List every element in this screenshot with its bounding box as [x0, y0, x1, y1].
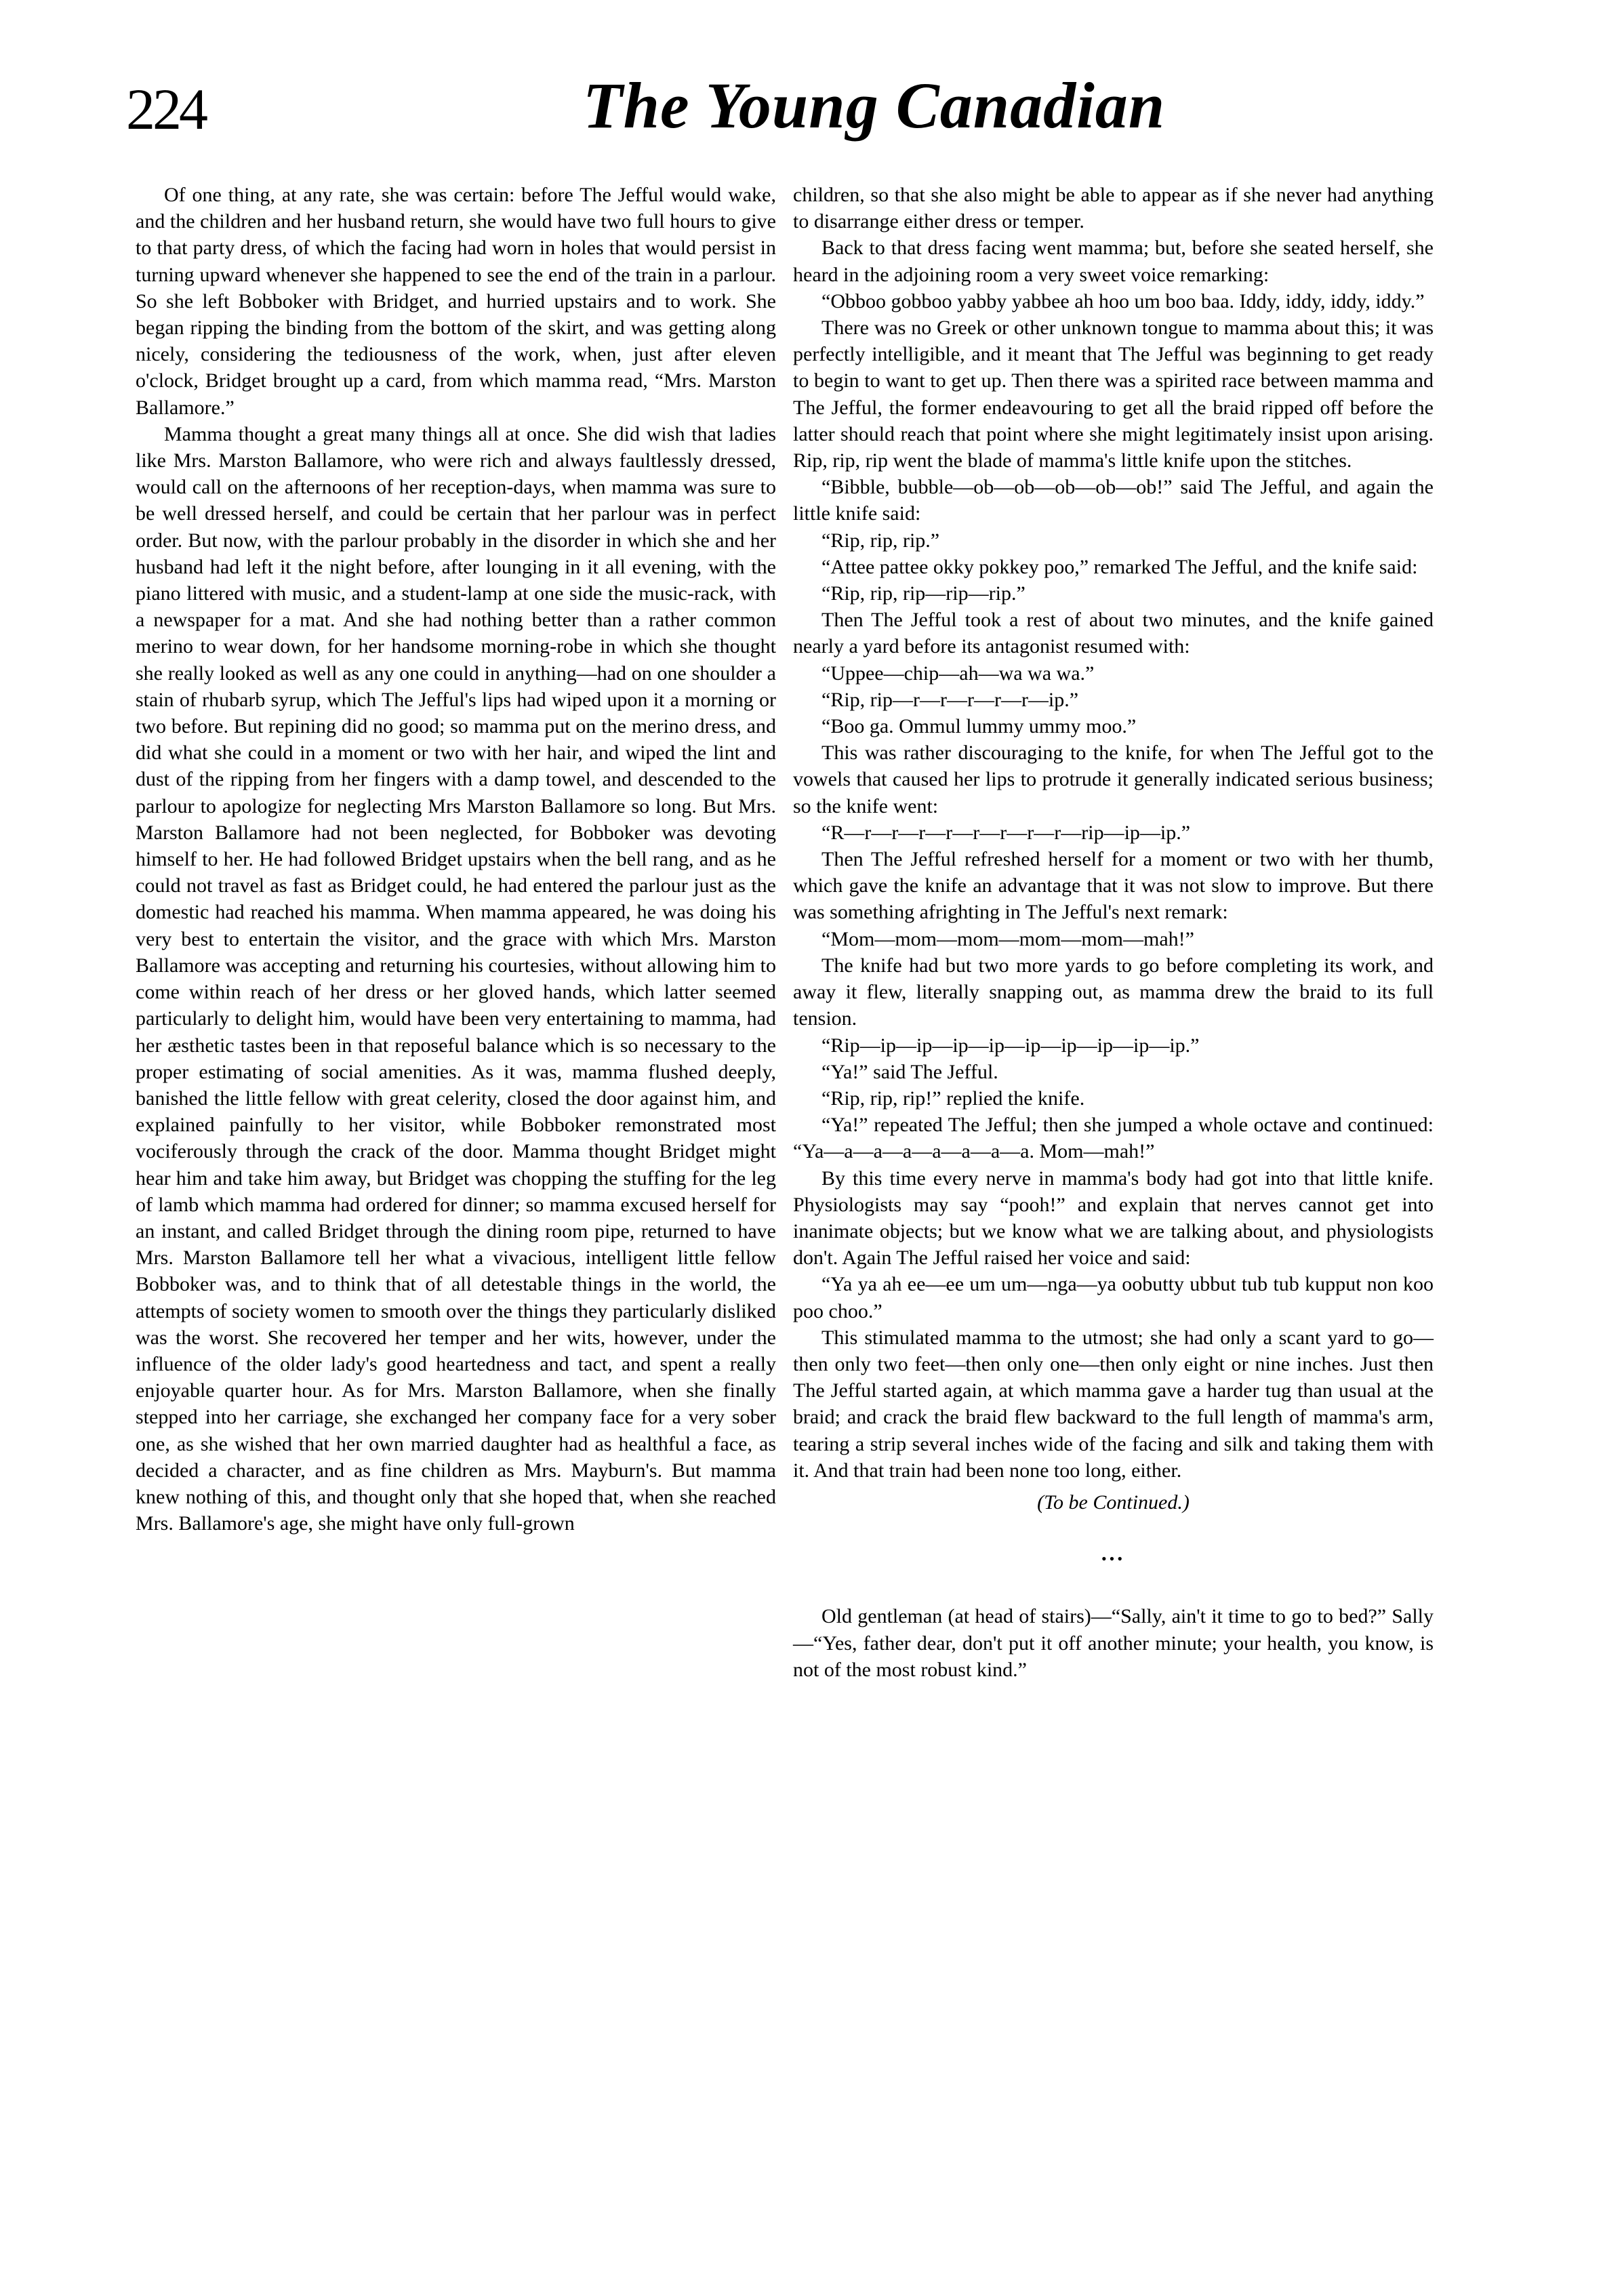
paragraph: “Uppee—chip—ah—wa wa wa.” — [821, 662, 1095, 685]
paragraph: “Ya!” repeated The Jefful; then she jumped a whole octave and continued: “Ya—a—a—a—a—a—a—a. Mom—mah!” — [793, 1114, 1434, 1163]
paragraph: “R—r—r—r—r—r—r—r—r—rip—ip—ip.” — [821, 821, 1191, 844]
paragraph: “Mom—mom—mom—mom—mom—mah!” — [821, 927, 1194, 950]
left-column — [136, 182, 776, 1537]
masthead-title: The Young Canadian — [583, 69, 1166, 142]
paragraph: By this time every nerve in mamma's body had got into that little knife. Physiologists may say “pooh!” and explain that nerves cannot get into inanimate objects; but we know what we are talking about, and physiologists don't. Again The Jefful raised her voice and said: — [793, 1167, 1434, 1270]
paragraph: “Rip, rip—r—r—r—r—r—ip.” — [821, 688, 1079, 711]
anecdote-paragraph: Old gentleman (at head of stairs)—“Sally, ain't it time to go to bed?” Sally—“Yes, father dear, don't put it off another minute; your health, you know, is not of the most robust kind.” — [793, 1605, 1434, 1681]
paragraph: This stimulated mamma to the utmost; she had only a scant yard to go—then only two feet—then only one—then only eight or nine inches. Just then The Jefful started again, at which mamma gave a harder tug than usual at the braid; and crack the braid flew backward to the full length of mamma's arm, tearing a strip several inches wide of the facing and silk and taking them with it. And that train had been none too long, either. — [793, 1326, 1434, 1482]
to-be-continued: (To be Continued.) — [1037, 1491, 1190, 1514]
story-continuation — [793, 182, 1434, 1484]
paragraph: “Ya!” said The Jefful. — [821, 1060, 998, 1083]
paragraph: Mamma thought a great many things all at once. She did wish that ladies like Mrs. Marston Ballamore, who were rich and always faultlessly dressed, would call on the afternoons of her reception-days, when mamma was sure to be well dressed herself, and could be certain that her parlour was in perfect order. But now, with the parlour probably in the disorder in which she and her husband had left it the night before, after lounging in it all evening, with the piano littered with music, and a student-lamp at one side the music-rack, with a newspaper for a mat. And she had nothing better than a rather common merino to wear down, for her handsome morning-robe in which she thought she really looked as well as any one could in anything—had on one shoulder a stain of rhubarb syrup, which The Jefful's lips had wiped upon it a morning or two before. But repining did no good; so mamma put on the merino dress, and did what she could in a moment or two with her hair, and wiped the lint and dust of the ripping from her fingers with a damp towel, and descended to the parlour to apologize for neglecting Mrs Marston Ballamore so long. But Mrs. Marston Ballamore had not been neglected, for Bobboker was devoting himself to her. He had followed Bridget upstairs when the bell rang, and as he could not travel as fast as Bridget could, he had entered the parlour just as the domestic had reached his mamma. When mamma appeared, he was doing his very best to entertain the visitor, and the grace with which Mrs. Marston Ballamore was accepting and returning his courtesies, without allowing him to come within reach of her dress or her gloved hands, which latter seemed particularly to delight him, would have been very entertaining to mamma, had her æsthetic tastes been in that reposeful balance which is so necessary to the proper estimating of social amenities. As it was, mamma flushed deeply, banished the little fellow with great celerity, closed the door against him, and explained painfully to her visitor, while Bobboker remonstrated most vociferously through the crack of the door. Mamma thought Bridget might hear him and take him away, but Bridget was chopping the stuffing for the leg of lamb which mamma had ordered for dinner; so mamma excused herself for an instant, and called Bridget through the dining room pipe, returned to have Mrs. Marston Ballamore tell her what a vivacious, intelligent little fellow Bobboker was, and to think that of all detestable things in the world, the attempts of society women to smooth over the things they particularly disliked was the worst. She recovered her temper and her wits, however, under the influence of the older lady's good heartedness and tact, and spent a really enjoyable quarter hour. As for Mrs. Marston Ballamore, when she finally stepped into her carriage, she exchanged her company face for a very sober one, as she wished that her own married daughter had as healthful a face, as decided a character, and as fine children as Mrs. Mayburn's. But mamma knew nothing of this, and thought only that she hoped that, when she reached Mrs. Ballamore's age, she might have only full-grown — [136, 422, 776, 1535]
section-divider: ••• — [1101, 1550, 1126, 1568]
paragraph: Then The Jefful refreshed herself for a moment or two with her thumb, which gave the knife an advantage that it was not slow to improve. But there was something afrighting in The Jefful's next remark: — [793, 848, 1434, 924]
paragraph: Then The Jefful took a rest of about two minutes, and the knife gained nearly a yard before its antagonist resumed with: — [793, 609, 1434, 658]
paragraph: There was no Greek or other unknown tongue to mamma about this; it was perfectly intelligible, and it meant that The Jefful was beginning to get ready to begin to want to get up. Then there was a spirited race between mamma and The Jefful, the former endeavouring to get all the braid ripped off before the latter should reach that point where she might legitimately insist upon arising. Rip, rip, rip went the blade of mamma's little knife upon the stitches. — [793, 317, 1434, 472]
paragraph: “Ya ya ah ee—ee um um—nga—ya oobutty ubbut tub tub kupput non koo poo choo.” — [793, 1273, 1434, 1322]
paragraph: “Rip, rip, rip—rip—rip.” — [821, 582, 1026, 605]
paragraph: The knife had but two more yards to go before completing its work, and away it flew, literally snapping out, as mamma drew the braid to its full tension. — [793, 954, 1434, 1030]
paragraph: “Obboo gobboo yabby yabbee ah hoo um boo baa. Iddy, iddy, iddy, iddy.” — [821, 289, 1425, 312]
page-number: 224 — [126, 77, 205, 142]
paragraph: “Boo ga. Ommul lummy ummy moo.” — [821, 715, 1137, 738]
paragraph: children, so that she also might be able to appear as if she never had anything to disarrange either dress or temper. — [793, 184, 1434, 233]
paragraph: “Rip, rip, rip!” replied the knife. — [821, 1087, 1085, 1110]
paragraph: Back to that dress facing went mamma; but, before she seated herself, she heard in the adjoining room a very sweet voice remarking: — [793, 237, 1434, 286]
paragraph: “Attee pattee okky pokkey poo,” remarked The Jefful, and the knife said: — [821, 555, 1418, 578]
paragraph: “Rip—ip—ip—ip—ip—ip—ip—ip—ip—ip.” — [821, 1034, 1200, 1057]
paragraph: This was rather discouraging to the knife, for when The Jefful got to the vowels that caused her lips to protrude it generally indicated serious business; so the knife went: — [793, 742, 1434, 817]
paragraph: “Rip, rip, rip.” — [821, 529, 940, 552]
paragraph: “Bibble, bubble—ob—ob—ob—ob—ob!” said The Jefful, and again the little knife said: — [793, 476, 1434, 525]
paragraph: Of one thing, at any rate, she was certain: before The Jefful would wake, and the children and her husband return, she would have two full hours to give to that party dress, of which the facing had worn in holes that would persist in turning upward whenever she happened to see the end of the train in a parlour. So she left Bobboker with Bridget, and hurried upstairs and to work. She began ripping the binding from the bottom of the skirt, and was getting along nicely, considering the tediousness of the work, when, just after eleven o'clock, Bridget brought up a card, from which mamma read, “Mrs. Marston Ballamore.” — [136, 184, 776, 419]
right-column — [793, 182, 1434, 1683]
